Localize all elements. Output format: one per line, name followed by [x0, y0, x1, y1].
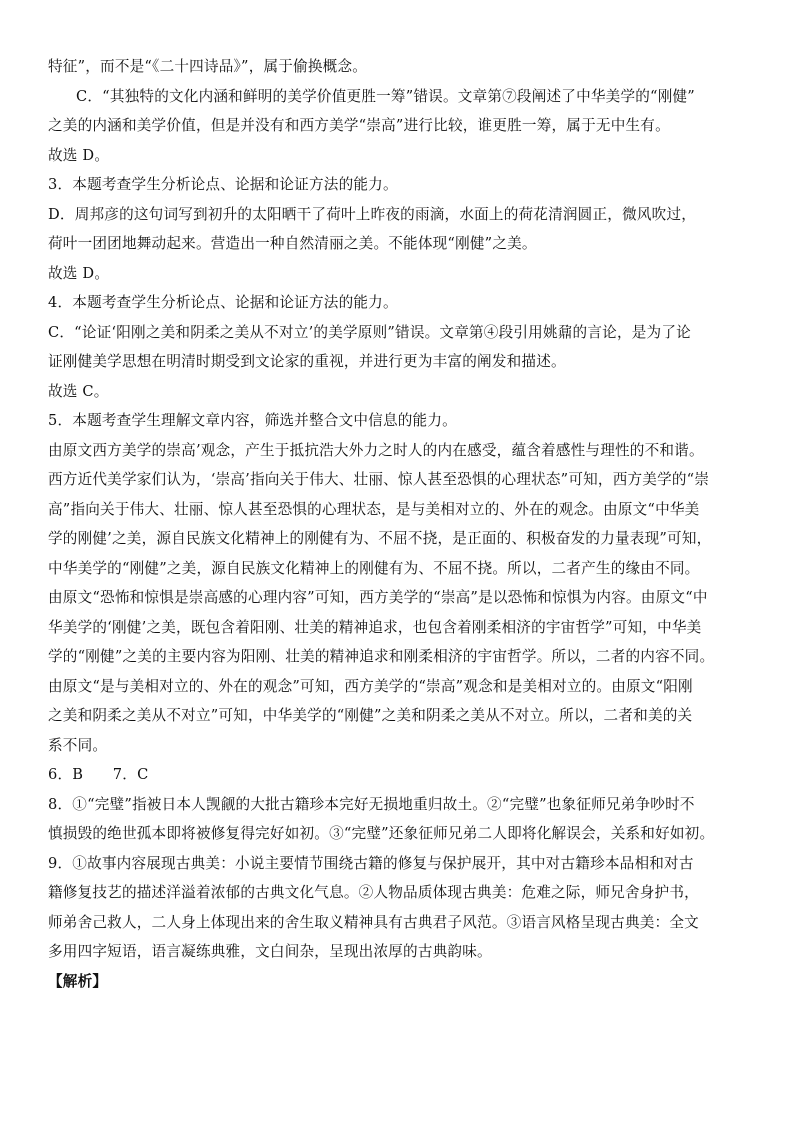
text-line: 6．B 7．C — [48, 766, 149, 783]
text-line: 由原文“恐怖和惊惧是崇高感的心理内容”可知，西方美学的“崇高”是以恐怖和惊惧为内容。由原文“中 — [48, 589, 708, 606]
text-line: 5．本题考查学生理解文章内容，筛选并整合文中信息的能力。 — [48, 412, 457, 429]
text-line: 9．①故事内容展现古典美：小说主要情节围绕古籍的修复与保护展开，其中对古籍珍本品相和对古 — [48, 854, 694, 872]
text-line: 多用四字短语，语言凝练典雅，文白间杂，呈现出浓厚的古典韵味。 — [48, 943, 492, 960]
text-line: 故选 C。 — [48, 382, 109, 400]
text-line: 由原文西方美学的崇高’观念，产生于抵抗浩大外力之时人的内在感受，蕴含着感性与理性的不和谐。 — [48, 441, 704, 459]
text-line: 西方近代美学家们认为，‘崇高’指向关于伟大、壮丽、惊人甚至恐惧的心理状态”可知，西方美学的“崇 — [48, 471, 710, 488]
text-line: 故选 D。 — [48, 264, 110, 282]
text-line: 4．本题考查学生分析论点、论据和论证方法的能力。 — [48, 294, 398, 311]
text-line: 高”指向关于伟大、壮丽、惊人甚至恐惧的心理状态，是与美相对立的、外在的观念。由原文“中华美 — [48, 500, 700, 518]
text-line: 师弟舍己救人，二人身上体现出来的舍生取义精神具有古典君子风范。③语言风格呈现古典美：全文 — [48, 913, 699, 931]
text-line: 籍修复技艺的描述洋溢着浓郁的古典文化气息。②人物品质体现古典美：危难之际，师兄舍身护书， — [48, 884, 699, 901]
text-line: 特征”，而不是“《二十四诗品》”，属于偷换概念。 — [48, 58, 368, 75]
text-line: 之美和阴柔之美从不对立”可知，中华美学的“刚健”之美和阴柔之美从不对立。所以，二者和美的关 — [48, 707, 693, 724]
text-line: 8．①“完璧”指被日本人觊觎的大批古籍珍本完好无损地重归故土。②“完璧”也象征师兄弟争吵时不 — [48, 795, 695, 813]
text-line: 证刚健美学思想在明清时期受到文论家的重视，并进行更为丰富的阐发和描述。 — [48, 353, 566, 370]
text-line: 荷叶一团团地舞动起来。营造出一种自然清丽之美。不能体现“刚健”之美。 — [48, 235, 537, 252]
text-line: 学的刚健’之美，源自民族文化精神上的刚健有为、不屈不挠，是正面的、积极奋发的力量表现”可知， — [48, 530, 712, 547]
text-line: D．周邦彦的这句词写到初升的太阳晒干了荷叶上昨夜的雨滴，水面上的荷花清润圆正，微风吹过， — [48, 205, 697, 223]
section-heading: 【解析】 — [48, 972, 108, 990]
text-line: C．“论证‘阳刚之美和阴柔之美从不对立’的美学原则”错误。文章第④段引用姚鼐的言论，是为了论 — [48, 323, 691, 341]
text-line: 中华美学的“刚健”之美，源自民族文化精神上的刚健有为、不屈不挠。所以，二者产生的缘由不同。 — [48, 559, 700, 577]
text-line: 3．本题考查学生分析论点、论据和论证方法的能力。 — [48, 176, 398, 193]
text-line: 系不同。 — [48, 736, 108, 754]
text-line: 学的“刚健”之美的主要内容为阳刚、壮美的精神追求和刚柔相济的宇宙哲学。所以，二者的内容不同。 — [48, 648, 715, 665]
text-line: 之美的内涵和美学价值，但是并没有和西方美学“崇高”进行比较，谁更胜一筹，属于无中生有。 — [48, 117, 670, 134]
text-line: 慎损毁的绝世孤本即将被修复得完好如初。③“完璧”还象征师兄弟二人即将化解误会，关系和好如初。 — [48, 825, 715, 842]
text-line: 故选 D。 — [48, 146, 110, 164]
text-line: 由原文“是与美相对立的、外在的观念”可知，西方美学的“崇高”观念和是美相对立的。由原文“阳刚 — [48, 677, 693, 695]
text-line: C．“其独特的文化内涵和鲜明的美学价值更胜一筹”错误。文章第⑦段阐述了中华美学的“刚健” — [76, 87, 695, 105]
document-page — [48, 52, 748, 996]
text-line: 华美学的‘刚健’之美，既包含着阳刚、壮美的精神追求，也包含着刚柔相济的宇宙哲学”可知，中华美 — [48, 618, 702, 636]
